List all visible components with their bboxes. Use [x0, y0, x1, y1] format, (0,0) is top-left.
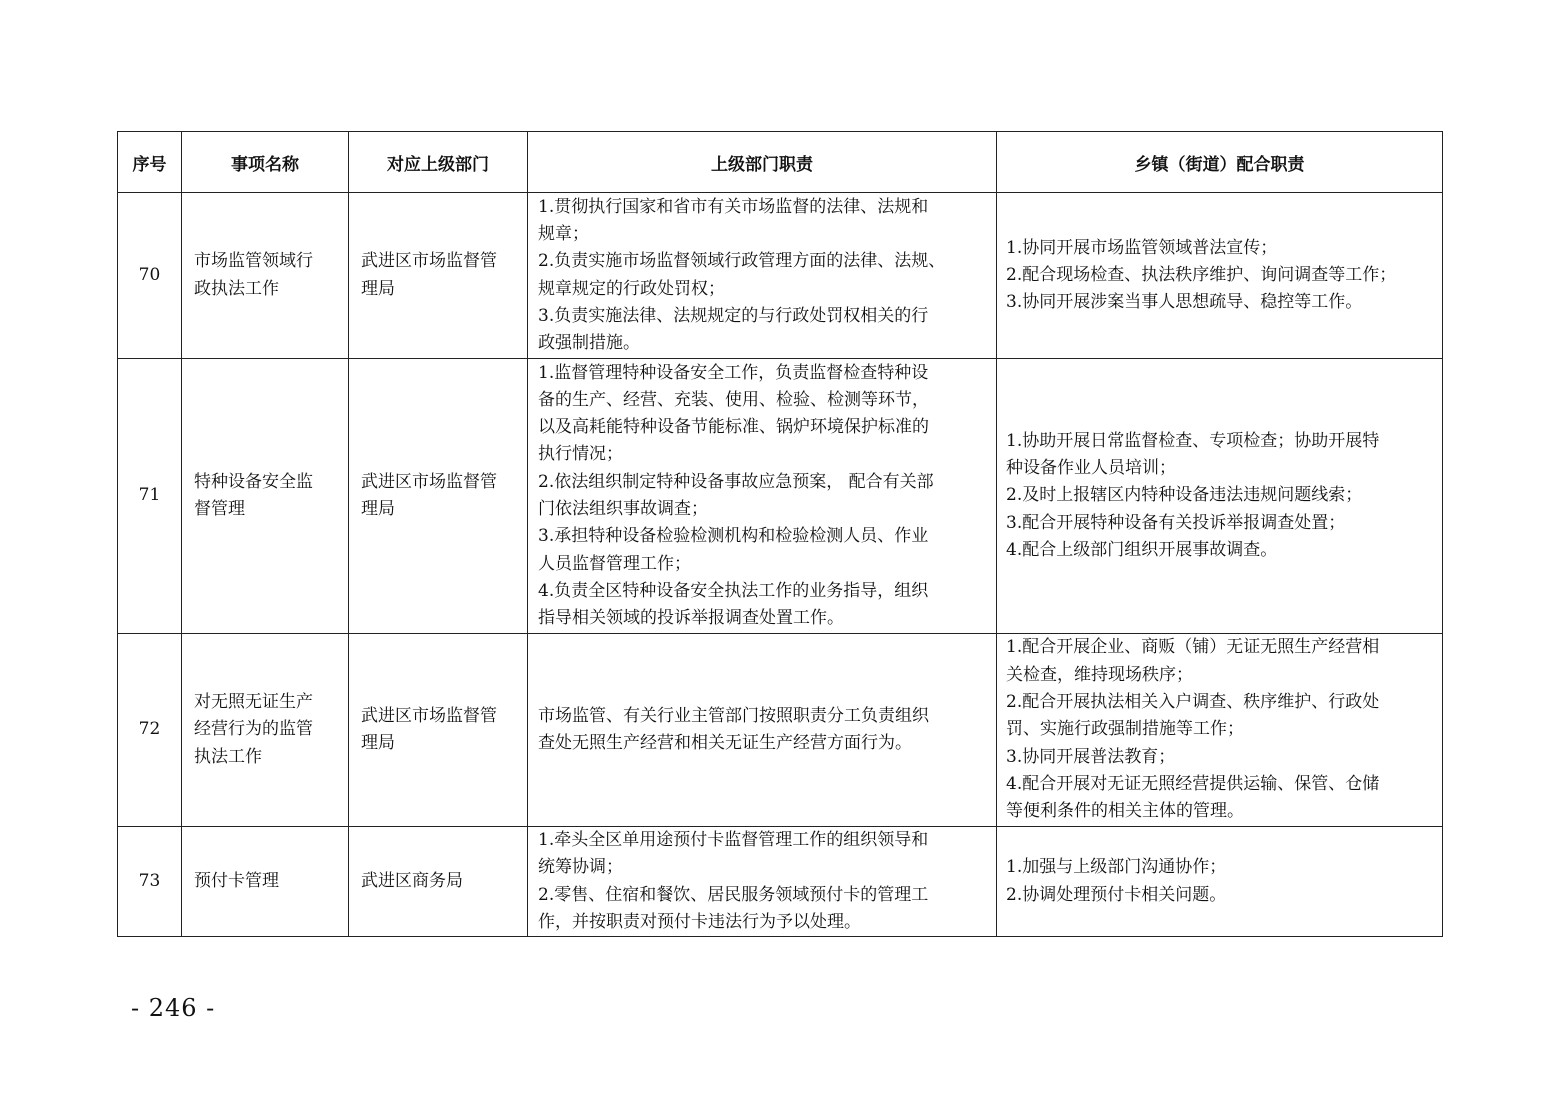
duty-line: 2.依法组织制定特种设备事故应急预案， 配合有关部 — [538, 471, 934, 492]
header-superior-duties: 上级部门职责 — [528, 132, 997, 193]
duty-line: 指导相关领域的投诉举报调查处置工作。 — [538, 608, 844, 629]
cooperation-line: 种设备作业人员培训； — [1006, 458, 1176, 479]
duty-line: 市场监管、有关行业主管部门按照职责分工负责组织 — [538, 705, 929, 726]
duty-line: 政强制措施。 — [538, 333, 640, 354]
item-name-line: 对无照无证生产 — [194, 692, 313, 713]
item-name-line: 督管理 — [194, 499, 245, 519]
cooperation-line: 2.配合开展执法相关入户调查、秩序维护、行政处 — [1006, 692, 1380, 713]
header-item-name: 事项名称 — [182, 132, 349, 193]
duty-line: 规章规定的行政处罚权； — [538, 278, 725, 299]
cooperation-line: 3.协同开展涉案当事人思想疏导、稳控等工作。 — [1006, 292, 1363, 313]
department-line: 武进区市场监督管 — [361, 705, 497, 726]
department-line: 理局 — [361, 733, 395, 753]
duty-line: 作，并按职责对预付卡违法行为予以处理。 — [538, 911, 861, 932]
duty-line: 2.负责实施市场监督领域行政管理方面的法律、法规、 — [538, 251, 946, 272]
duty-line: 3.负责实施法律、法规规定的与行政处罚权相关的行 — [538, 305, 929, 326]
cooperation-line: 1.协同开展市场监管领域普法宣传； — [1006, 237, 1278, 258]
row-superior-department — [349, 193, 528, 359]
row-item-name — [182, 359, 349, 634]
table-header-row — [118, 132, 1443, 193]
row-superior-department — [349, 634, 528, 827]
row-superior-department — [349, 359, 528, 634]
item-name-line: 预付卡管理 — [194, 870, 279, 891]
cooperation-line: 3.协同开展普法教育； — [1006, 746, 1176, 767]
duty-line: 2.零售、住宿和餐饮、居民服务领域预付卡的管理工 — [538, 884, 929, 905]
cooperation-line: 1.协助开展日常监督检查、专项检查；协助开展特 — [1006, 430, 1380, 451]
duty-line: 1.贯彻执行国家和省市有关市场监督的法律、法规和 — [538, 196, 929, 217]
row-superior-duties — [528, 827, 997, 937]
cooperation-line: 1.加强与上级部门沟通协作； — [1006, 857, 1227, 878]
duty-line: 规章； — [538, 223, 589, 244]
responsibility-table — [117, 131, 1443, 937]
item-name-line: 特种设备安全监 — [194, 471, 313, 492]
row-cooperation-duties — [997, 359, 1443, 634]
item-name-line: 经营行为的监管 — [194, 719, 313, 740]
cooperation-line: 4.配合开展对无证无照经营提供运输、保管、仓储 — [1006, 773, 1380, 794]
row-superior-duties — [528, 193, 997, 359]
cooperation-line: 2.配合现场检查、执法秩序维护、询问调查等工作； — [1006, 264, 1397, 285]
item-name-line: 执法工作 — [194, 746, 262, 767]
department-line: 理局 — [361, 278, 395, 299]
cooperation-line: 1.配合开展企业、商贩（铺）无证无照生产经营相 — [1006, 637, 1380, 658]
cooperation-line: 4.配合上级部门组织开展事故调查。 — [1006, 539, 1278, 560]
item-name-line: 政执法工作 — [194, 278, 279, 299]
duty-line: 门依法组织事故调查； — [538, 499, 708, 519]
duty-line: 人员监督管理工作； — [538, 553, 691, 574]
cooperation-line: 罚、实施行政强制措施等工作； — [1006, 719, 1244, 740]
row-cooperation-duties — [997, 634, 1443, 827]
row-item-name — [182, 827, 349, 937]
row-item-name — [182, 193, 349, 359]
cooperation-line: 关检查，维持现场秩序； — [1006, 664, 1193, 685]
row-serial-number: 71 — [118, 359, 182, 634]
row-item-name — [182, 634, 349, 827]
row-superior-duties — [528, 359, 997, 634]
page-number: - 246 - — [131, 994, 216, 1022]
table-row — [118, 359, 1443, 634]
header-superior-department: 对应上级部门 — [349, 132, 528, 193]
cooperation-line: 2.协调处理预付卡相关问题。 — [1006, 884, 1227, 905]
department-line: 武进区市场监督管 — [361, 251, 497, 272]
row-serial-number: 70 — [118, 193, 182, 359]
row-serial-number: 73 — [118, 827, 182, 937]
item-name-line: 市场监管领域行 — [194, 251, 313, 272]
table-row — [118, 827, 1443, 937]
table-row — [118, 193, 1443, 359]
duty-line: 查处无照生产经营和相关无证生产经营方面行为。 — [538, 733, 912, 753]
duty-line: 3.承担特种设备检验检测机构和检验检测人员、作业 — [538, 526, 929, 547]
row-serial-number: 72 — [118, 634, 182, 827]
duty-line: 4.负责全区特种设备安全执法工作的业务指导，组织 — [538, 580, 929, 601]
duty-line: 以及高耗能特种设备节能标准、锅炉环境保护标准的 — [538, 417, 929, 438]
row-superior-department — [349, 827, 528, 937]
cooperation-line: 2.及时上报辖区内特种设备违法违规问题线索； — [1006, 485, 1363, 506]
duty-line: 1.牵头全区单用途预付卡监督管理工作的组织领导和 — [538, 830, 929, 850]
duty-line: 统筹协调； — [538, 857, 623, 878]
table-row — [118, 634, 1443, 827]
row-cooperation-duties — [997, 827, 1443, 937]
duty-line: 执行情况； — [538, 444, 623, 465]
cooperation-line: 等便利条件的相关主体的管理。 — [1006, 801, 1244, 822]
department-line: 理局 — [361, 499, 395, 519]
duty-line: 1.监督管理特种设备安全工作，负责监督检查特种设 — [538, 362, 929, 383]
duty-line: 备的生产、经营、充装、使用、检验、检测等环节， — [538, 389, 929, 410]
row-superior-duties — [528, 634, 997, 827]
department-line: 武进区市场监督管 — [361, 471, 497, 492]
header-serial-number: 序号 — [118, 132, 182, 193]
row-cooperation-duties — [997, 193, 1443, 359]
cooperation-line: 3.配合开展特种设备有关投诉举报调查处置； — [1006, 512, 1346, 533]
header-township-cooperation-duties: 乡镇（街道）配合职责 — [997, 132, 1443, 193]
department-line: 武进区商务局 — [361, 870, 463, 891]
